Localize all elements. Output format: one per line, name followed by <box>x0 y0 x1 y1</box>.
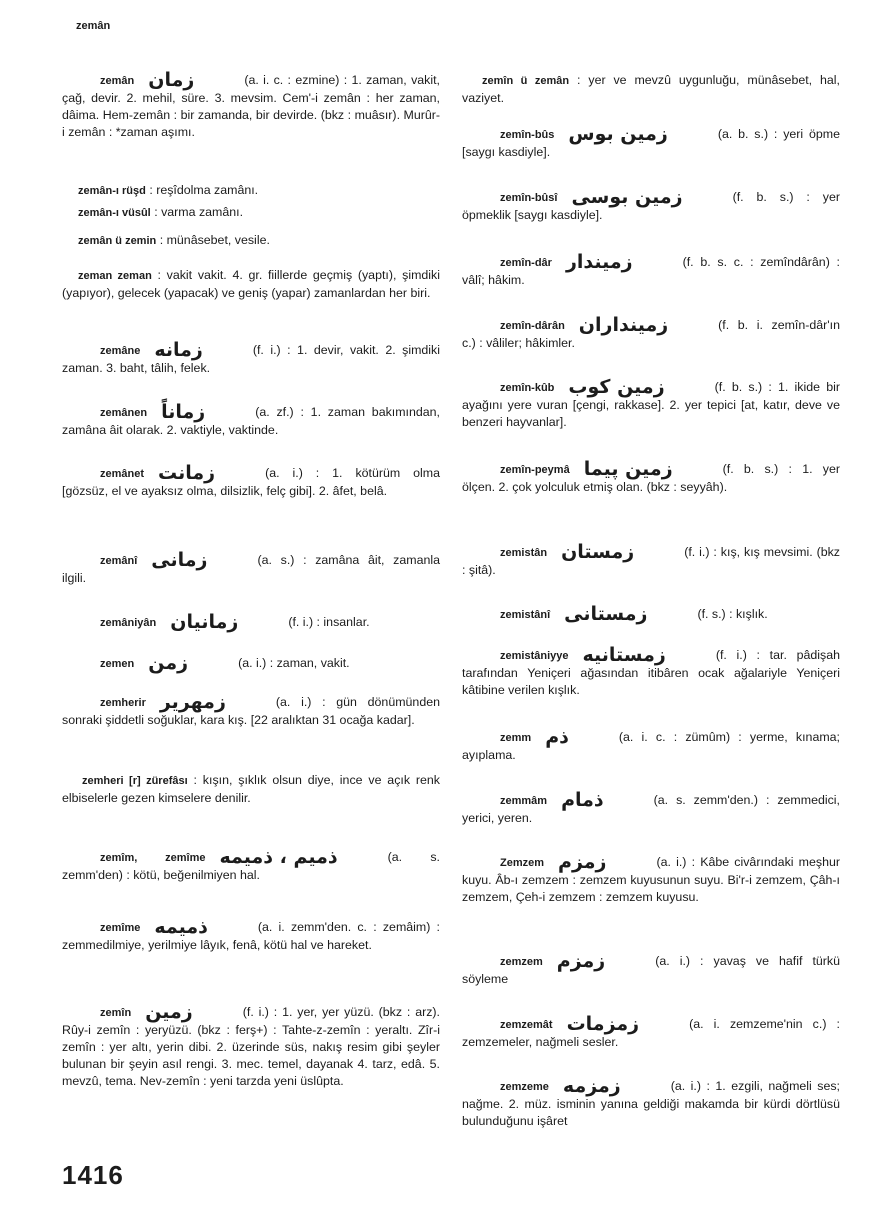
entry-arabic-script: زمزم <box>556 950 606 972</box>
entry-headword: zemîn-bûsî <box>500 192 558 204</box>
entry-definition: (a. i.) : yavaş ve hafif türkü söyleme <box>462 954 840 986</box>
entry-headword: zemzeme <box>500 1081 549 1093</box>
entry-definition: (f. b. s.) : yer öpmeklik [saygı kasdiyle]. <box>462 190 840 222</box>
dictionary-entry <box>62 401 440 439</box>
dictionary-entry <box>62 339 440 377</box>
entry-arabic-script: زمانى <box>151 549 208 571</box>
entry-arabic-script: زمزم <box>558 851 607 873</box>
entry-headword: zemm <box>500 732 532 744</box>
entry-headword: zemânî <box>100 555 138 567</box>
dictionary-entry <box>462 726 840 764</box>
entry-definition: (a. zf.) : 1. zaman bakımından, zamâna âit olarak. 2. vaktiyle, vaktinde. <box>62 405 440 437</box>
entry-headword: zemzem <box>500 956 543 968</box>
entry-definition: (a. b. s.) : yeri öpme [saygı kasdiyle]. <box>462 127 840 159</box>
entry-definition: (a. i.) : gün dönümünden sonraki şiddetli soğuklar, kara kış. [22 aralıktan 31 ocağa kadar]. <box>62 695 440 727</box>
dictionary-entry <box>62 611 440 633</box>
entry-definition: : yer ve mevzû uygunluğu, münâsebet, hal, vaziyet. <box>462 73 840 105</box>
dictionary-entry <box>62 549 440 587</box>
entry-headword: zeman zeman <box>78 270 152 282</box>
entry-definition: : kışın, şıklık olsun diye, ince ve açık renk elbiselerle gezen kimselere denilir. <box>62 773 440 805</box>
dictionary-entry <box>62 69 440 141</box>
entry-headword: zemistâniyye <box>500 650 569 662</box>
entry-arabic-script: ذم <box>545 726 569 748</box>
entry-definition: : münâsebet, vesile. <box>159 233 270 247</box>
entry-definition: (f. i.) : 1. yer, yer yüzü. (bkz : arz). Rûy-i zemîn : yeryüzü. (bkz : ferş+) : Tahte-z-zemîn : yeraltı. Zîr-i zemîn : yer altı, yerin dibi. 2. üzerinde süs, nakış resim gibi şeyler bulunan bir şeyin asıl rengi. 3. mec. temel, dayanak 4. tarz, edâ. 5. mevzû, tema. Nev-zemîn : yeni tarzda yeni üslûpta. <box>62 1005 440 1088</box>
entry-arabic-script: زمانيان <box>170 611 239 633</box>
dictionary-entry <box>462 789 840 827</box>
entry-headword: zemîn-dârân <box>500 320 565 332</box>
entry-headword: zemîn <box>100 1007 132 1019</box>
dictionary-entry <box>462 1013 840 1051</box>
entry-definition: : varma zamânı. <box>154 205 244 219</box>
entry-headword: zemistânî <box>500 609 551 621</box>
entry-arabic-script: زمزمه <box>562 1075 621 1097</box>
entry-headword: zemîn-dâr <box>500 257 552 269</box>
dictionary-entry <box>62 652 440 674</box>
entry-arabic-script: زمستان <box>561 541 635 563</box>
entry-headword: zemânen <box>100 407 148 419</box>
entry-arabic-script: ذميمه <box>154 916 208 938</box>
entry-definition: (a. i.) : zaman, vakit. <box>238 656 350 670</box>
dictionary-entry <box>62 462 440 500</box>
entry-definition: (f. i.) : insanlar. <box>288 615 370 629</box>
entry-arabic-script: زماناً <box>161 401 206 423</box>
dictionary-entry <box>62 267 440 302</box>
entry-definition: (f. s.) : kışlık. <box>697 607 768 621</box>
entry-headword: zemâniyân <box>100 617 157 629</box>
entry-arabic-script: زمن <box>148 652 189 674</box>
entry-arabic-script: زمين بوسى <box>571 186 683 208</box>
entry-definition: (a. i. zemm'den. c. : zemâim) : zemmedilmiye, yerilmiye lâyık, fenâ, kötü hal ve hareket. <box>62 920 440 952</box>
dictionary-entry <box>462 376 840 431</box>
entry-headword: zemîn-kûb <box>500 382 555 394</box>
dictionary-entry <box>462 851 840 906</box>
entry-arabic-script: ذميم ، ذميمه <box>219 846 338 868</box>
dictionary-entry <box>462 123 840 161</box>
dictionary-entry <box>62 916 440 954</box>
entry-headword: Zemzem <box>500 857 545 869</box>
entry-arabic-script: ذمام <box>561 789 604 811</box>
dictionary-entry <box>462 186 840 224</box>
entry-arabic-script: زمستانى <box>564 603 648 625</box>
dictionary-entry <box>62 232 440 250</box>
dictionary-entry <box>62 182 440 200</box>
dictionary-entry <box>462 603 840 625</box>
entry-arabic-script: زمستانيه <box>582 644 666 666</box>
entry-headword: zemzemât <box>500 1019 553 1031</box>
entry-definition: (f. i.) : kış, kış mevsimi. (bkz : şitâ). <box>462 545 840 577</box>
dictionary-entry <box>462 644 840 699</box>
entry-arabic-script: زمين <box>145 1001 193 1023</box>
dictionary-entry <box>462 251 840 289</box>
entry-headword: zemân ü zemin <box>78 235 157 247</box>
entry-definition: (f. i.) : 1. devir, vakit. 2. şimdiki zaman. 3. baht, tâlih, felek. <box>62 343 440 375</box>
entry-definition: (a. s. zemm'den.) : zemmedici, yerici, yeren. <box>462 793 840 825</box>
entry-headword: zemân-ı rüşd <box>78 185 146 197</box>
entry-headword: zemîm, zemîme <box>100 852 206 864</box>
dictionary-entry <box>462 314 840 352</box>
entry-definition: (a. i. zemzeme'nin c.) : zemzemeler, nağmeli sesler. <box>462 1017 840 1049</box>
entry-headword: zemheri [r] zürefâsı <box>82 775 188 787</box>
dictionary-entry <box>62 1001 440 1090</box>
entry-arabic-script: زمين بوس <box>568 123 668 145</box>
entry-definition: (f. b. s. c. : zemîndârân) : vâlî; hâkim. <box>462 255 840 287</box>
entry-arabic-script: زمينداران <box>578 314 669 336</box>
dictionary-entry <box>462 72 840 107</box>
entry-arabic-script: زمانت <box>158 462 216 484</box>
entry-arabic-script: زمانه <box>154 339 203 361</box>
entry-headword: zemâne <box>100 345 141 357</box>
entry-definition: (f. b. i. zemîn-dâr'ın c.) : vâliler; hâkimler. <box>462 318 840 350</box>
dictionary-entry <box>462 1075 840 1130</box>
entry-definition: (a. i. c. : zümûm) : yerme, kınama; ayıplama. <box>462 730 840 762</box>
entry-arabic-script: زمهرير <box>159 691 226 713</box>
entry-definition: (a. i.) : 1. kötürüm olma [gözsüz, el ve ayaksız olma, dilsizlik, felç gibi]. 2. âfet, belâ. <box>62 466 440 498</box>
entry-headword: zemen <box>100 658 135 670</box>
entry-definition: : vakit vakit. 4. gr. fiillerde geçmiş (yaptı), şimdiki (yapıyor), gelecek (yapacak) ve geniş (yapar) zamanlardan her biri. <box>62 268 440 300</box>
entry-arabic-script: زمزمات <box>566 1013 640 1035</box>
dictionary-entry <box>62 691 440 729</box>
dictionary-entry <box>462 950 840 988</box>
entry-arabic-script: زمين پيما <box>583 458 673 480</box>
entry-definition: (a. i. c. : ezmine) : 1. zaman, vakit, çağ, devir. 2. mehil, süre. 3. mevsim. Cem'-i zemân : her zaman, dâima. Hem-zemân : bir zamanda, bir devirde. (bkz : muâsır). Murûr-i zemân : *zaman aşımı. <box>62 73 440 139</box>
entry-headword: zemîn-peymâ <box>500 464 570 476</box>
entry-definition: (f. b. s.) : 1. ikide bir ayağını yere vuran [çengi, rakkase]. 2. yer tepici [at, katır, deve ve benzeri hayvanlar]. <box>462 380 840 429</box>
entry-definition: (f. b. s.) : 1. yer ölçen. 2. çok yolculuk etmiş olan. (bkz : seyyâh). <box>462 462 840 494</box>
entry-headword: zemân <box>100 75 135 87</box>
dictionary-entry <box>462 541 840 579</box>
entry-definition: (f. i.) : tar. pâdişah tarafından Yeniçeri ağasından itibâren ocak ağalariyle Yeniçeri kâtibine verilen kışlık. <box>462 648 840 697</box>
running-head: zemân <box>76 20 111 32</box>
entry-definition: : reşîdolma zamânı. <box>149 183 259 197</box>
entry-arabic-script: زمين كوب <box>568 376 665 398</box>
entry-headword: zemîn-bûs <box>500 129 555 141</box>
dictionary-entry <box>462 458 840 496</box>
entry-headword: zemmâm <box>500 795 548 807</box>
entry-arabic-script: زمان <box>148 69 195 91</box>
entry-definition: (a. i.) : 1. ezgili, nağmeli ses; nağme. 2. müz. isminin yanına geldiği makamda bir kürdi dörtlüsü bulunduğunu işâret <box>462 1079 840 1128</box>
entry-definition: (a. s.) : zamâna âit, zamanla ilgili. <box>62 553 440 585</box>
entry-headword: zemistân <box>500 547 548 559</box>
entry-arabic-script: زميندار <box>565 251 633 273</box>
entry-definition: (a. i.) : Kâbe civârındaki meşhur kuyu. Âb-ı zemzem : zemzem kuyusunun suyu. Bi'r-i zemzem, Çâh-ı zemzem, Çeh-i zemzem : zemzem kuyusu. <box>462 855 840 904</box>
entry-headword: zemîn ü zemân <box>482 75 570 87</box>
dictionary-entry <box>62 772 440 807</box>
entry-headword: zemherir <box>100 697 146 709</box>
entry-headword: zemân-ı vüsûl <box>78 207 151 219</box>
entry-headword: zemîme <box>100 922 141 934</box>
entry-headword: zemânet <box>100 468 145 480</box>
dictionary-entry <box>62 204 440 222</box>
page-number: 1416 <box>62 1160 124 1190</box>
dictionary-entry <box>62 846 440 884</box>
entry-definition: (a. s. zemm'den) : kötü, beğenilmiyen hal. <box>62 850 440 882</box>
